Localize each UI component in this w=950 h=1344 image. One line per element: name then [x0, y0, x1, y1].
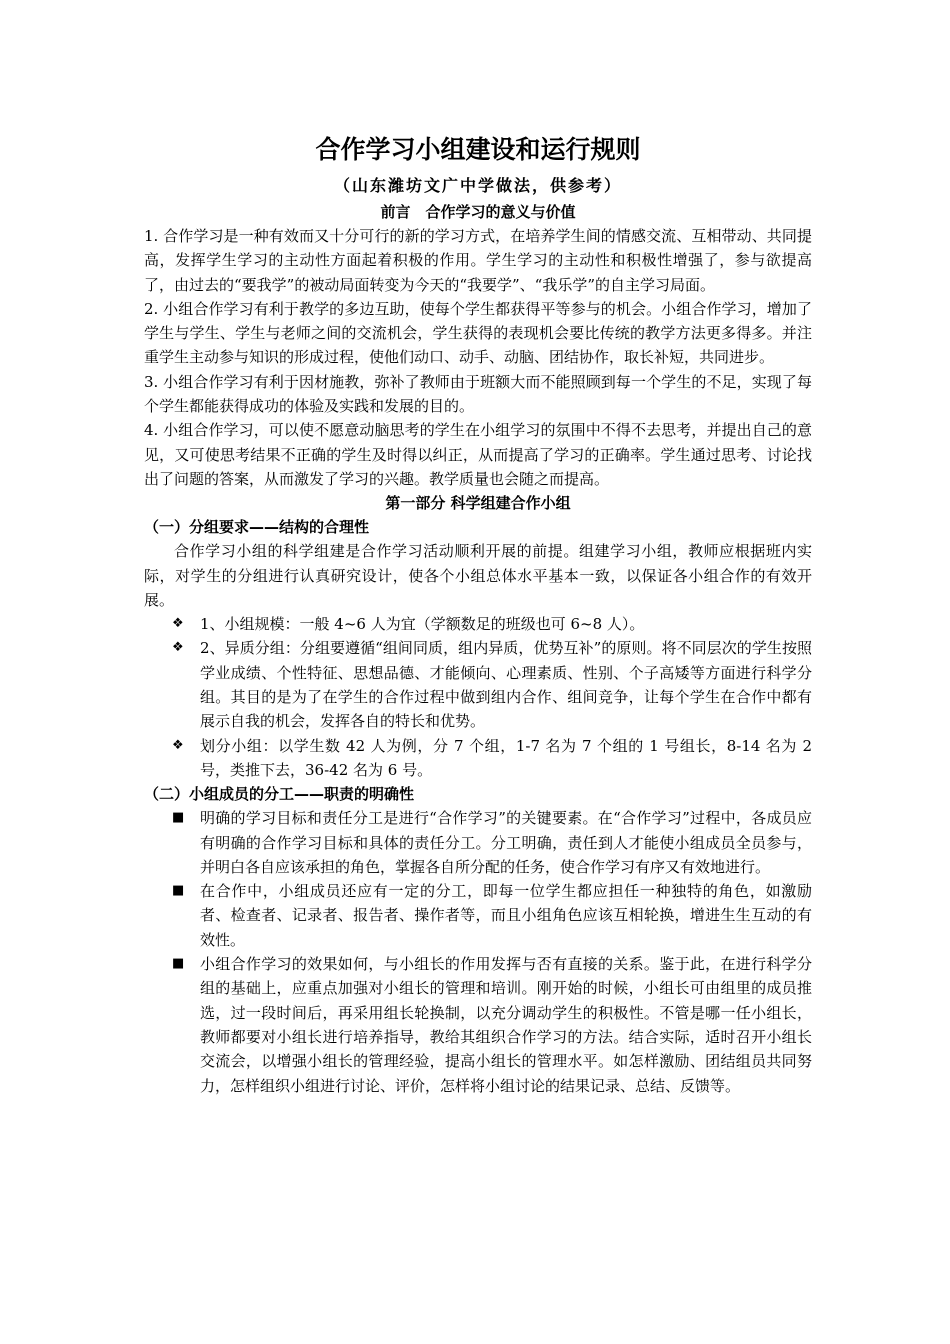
- list-item: [144, 734, 812, 783]
- section2-list: [144, 806, 812, 1098]
- list-item: [144, 806, 812, 879]
- list-item: [144, 636, 812, 733]
- document-page: [144, 128, 812, 1098]
- diamond-bullet-icon: ❖: [172, 616, 184, 632]
- diamond-bullet-icon: ❖: [172, 640, 184, 656]
- section1-list: [144, 612, 812, 782]
- preface-paragraph: 1. 合作学习是一种有效而又十分可行的新的学习方式，在培养学生间的情感交流、互相带动、共同提高，发挥学生学习的主动性方面起着积极的作用。学生学习的主动性和积极性增强了，参与欲提高了，由过去的“要我学”的被动局面转变为今天的“我要学”、“我乐学”的自主学习局面。: [144, 227, 812, 294]
- preface-paragraph: 4. 小组合作学习，可以使不愿意动脑思考的学生在小组学习的氛围中不得不去思考，并提出自己的意见，又可使思考结果不正确的学生及时得以纠正，从而提高了学习的正确率。学生通过思考、讨论找出了问题的答案，从而激发了学习的兴趣。教学质量也会随之而提高。: [144, 421, 812, 488]
- list-item: [144, 952, 812, 1098]
- list-item-text: 1、小组规模：一般 4~6 人为宜（学额数足的班级也可 6~8 人）。: [200, 615, 645, 634]
- list-item: [144, 612, 812, 636]
- part1-heading: 第一部分 科学组建合作小组: [385, 494, 571, 513]
- diamond-bullet-icon: ❖: [172, 737, 184, 753]
- preface-paragraph: 2. 小组合作学习有利于教学的多边互助，使每个学生都获得平等参与的机会。小组合作学习，增加了学生与学生、学生与老师之间的交流机会，学生获得的表现机会要比传统的教学方法更多得多。并注重学生主动参与知识的形成过程，使他们动口、动手、动脑、团结协作，取长补短，共同进步。: [144, 299, 812, 367]
- list-item-text: 明确的学习目标和责任分工是进行“合作学习”的关键要素。在“合作学习”过程中，各成员应有明确的合作学习目标和具体的责任分工。分工明确，责任到人才能使小组成员全员参与，并明白各自应该承担的角色，掌握各自所分配的任务，使合作学习有序又有效地进行。: [200, 809, 812, 876]
- section1-intro: 合作学习小组的科学组建是合作学习活动顺利开展的前提。组建学习小组，教师应根据班内实际，对学生的分组进行认真研究设计，使各个小组总体水平基本一致，以保证各小组合作的有效开展。: [144, 542, 812, 609]
- section2-heading: （二）小组成员的分工——职责的明确性: [144, 785, 415, 804]
- square-bullet-icon: ■: [172, 810, 185, 826]
- section1-heading: （一）分组要求——结构的合理性: [144, 518, 370, 537]
- list-item-text: 2、异质分组：分组要遵循“组间同质，组内异质，优势互补”的原则。将不同层次的学生按照学业成绩、个性特征、思想品德、才能倾向、心理素质、性别、个子高矮等方面进行科学分组。其目的是为了在学生的合作过程中做到组内合作、组间竞争，让每个学生在合作中都有展示自我的机会，发挥各自的特长和优势。: [200, 639, 812, 731]
- document-subtitle: （山东潍坊文广中学做法，供参考）: [333, 176, 622, 195]
- document-title: 合作学习小组建设和运行规则: [315, 135, 641, 164]
- preface-heading: 前言 合作学习的意义与价值: [380, 203, 576, 221]
- list-item-text: 划分小组：以学生数 42 人为例，分 7 个组，1-7 名为 7 个组的 1 号组长，8-14 名为 2 号，类推下去，36-42 名为 6 号。: [200, 736, 812, 779]
- list-item-text: 在合作中，小组成员还应有一定的分工，即每一位学生都应担任一种独特的角色，如激励者、检查者、记录者、报告者、操作者等，而且小组角色应该互相轮换，增进生生互动的有效性。: [200, 882, 812, 949]
- list-item-text: 小组合作学习的效果如何，与小组长的作用发挥与否有直接的关系。鉴于此，在进行科学分组的基础上，应重点加强对小组长的管理和培训。刚开始的时候，小组长可由组里的成员推选，过一段时间后，再采用组长轮换制，以充分调动学生的积极性。不管是哪一任小组长，教师都要对小组长进行培养指导，教给其组织合作学习的方法。结合实际，适时召开小组长交流会，以增强小组长的管理经验，提高小组长的管理水平。如怎样激励、团结组员共同努力，怎样组织小组进行讨论、评价，怎样将小组讨论的结果记录、总结、反馈等。: [200, 955, 812, 1095]
- square-bullet-icon: ■: [172, 956, 185, 972]
- square-bullet-icon: ■: [172, 883, 185, 899]
- list-item: [144, 879, 812, 952]
- preface-paragraph: 3. 小组合作学习有利于因材施教，弥补了教师由于班额大而不能照顾到每一个学生的不足，实现了每个学生都能获得成功的体验及实践和发展的目的。: [144, 372, 812, 416]
